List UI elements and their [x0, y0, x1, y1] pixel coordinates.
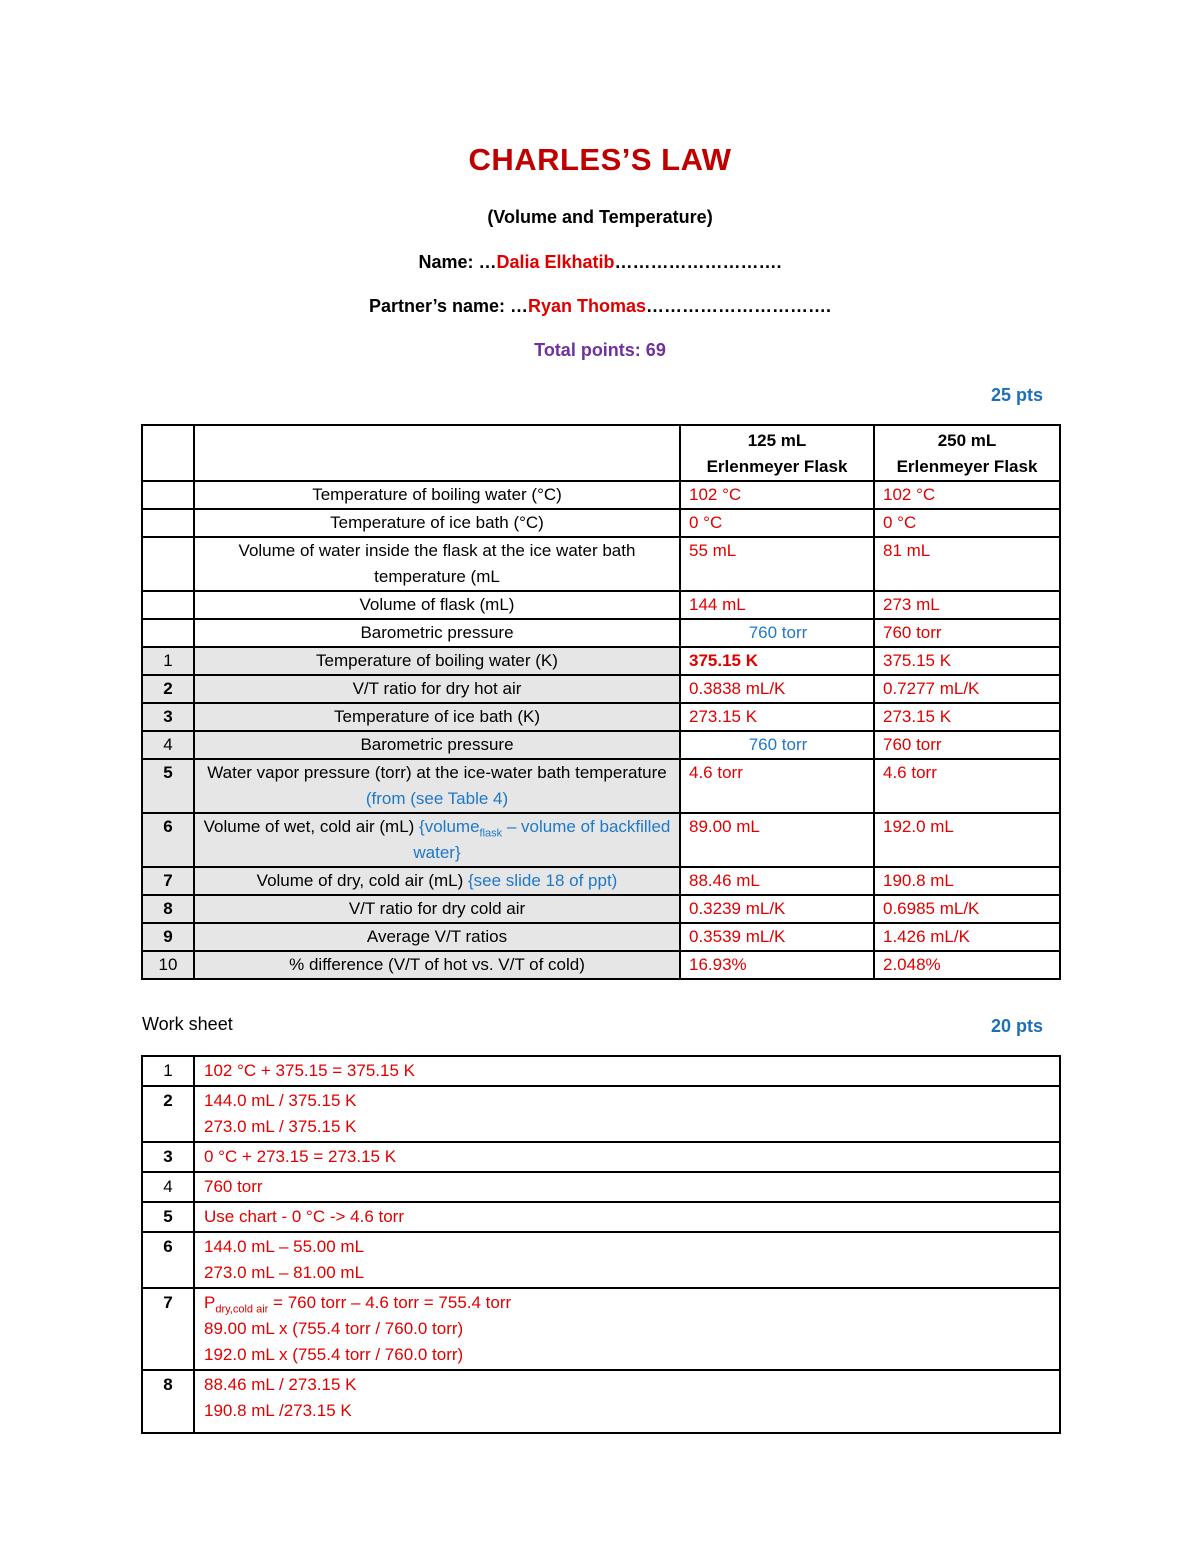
table-row: 10 % difference (V/T of hot vs. V/T of cold) 16.93% 2.048%	[142, 951, 1060, 979]
table-row: 7 $P_{dry,cold air} = 760$ torr – 4.6 torr = 755.4 torr 89.00 mL x (755.4 torr / 760.0 torr) 192.0 mL x (755.4 torr / 760.0 torr)	[142, 1288, 1060, 1370]
worksheet-label: Work sheet	[142, 1014, 233, 1034]
table-row: Temperature of ice bath (°C) 0 °C 0 °C	[142, 509, 1060, 537]
page-title: CHARLES’S LAW	[468, 142, 732, 177]
table-row: 8 88.46 mL / 273.15 K 190.8 mL /273.15 K	[142, 1370, 1060, 1433]
table-row: 1 Temperature of boiling water (K) 375.15 K 375.15 K	[142, 647, 1060, 675]
table-row: 3 Temperature of ice bath (K) 273.15 K 273.15 K	[142, 703, 1060, 731]
table-row: 7 Volume of dry, cold air (mL) {see slide 18 of ppt) 88.46 mL 190.8 mL	[142, 867, 1060, 895]
table-row: 4 Barometric pressure 760 torr 760 torr	[142, 731, 1060, 759]
student-name: Dalia Elkhatib	[496, 252, 615, 272]
table-row: 9 Average V/T ratios 0.3539 mL/K 1.426 mL/K	[142, 923, 1060, 951]
table-row: 8 V/T ratio for dry cold air 0.3239 mL/K 0.6985 mL/K	[142, 895, 1060, 923]
name-trail: ……………………….	[614, 252, 782, 272]
table-row: 3 0 °C + 273.15 = 273.15 K	[142, 1142, 1060, 1172]
table-row: 5 Water vapor pressure (torr) at the ice-water bath temperature (from (see Table 4) 4.6 torr 4.6 torr	[142, 759, 1060, 813]
table-row: 6 Volume of wet, cold air (mL) {volume$_{flask}$ – volume of backfilled water} 89.00 mL 192.0 mL	[142, 813, 1060, 867]
table-row: 1 102 °C + 375.15 = 375.15 K	[142, 1056, 1060, 1086]
header-num-cell	[142, 425, 194, 481]
header-desc-cell	[194, 425, 680, 481]
table-row: 4 760 torr	[142, 1172, 1060, 1202]
subtitle: (Volume and Temperature)	[487, 207, 713, 227]
partner-label: Partner’s name: …	[368, 296, 528, 316]
header-col-125: 125 mL Erlenmeyer Flask	[680, 425, 874, 481]
table-row: 5 Use chart - 0 °C -> 4.6 torr	[142, 1202, 1060, 1232]
table-row: Barometric pressure 760 torr 760 torr	[142, 619, 1060, 647]
table-row: 2 144.0 mL / 375.15 K 273.0 mL / 375.15 K	[142, 1086, 1060, 1142]
student-name-line	[0, 252, 1200, 273]
worksheet-table	[141, 1055, 1061, 1434]
table-row: 6 144.0 mL – 55.00 mL 273.0 mL – 81.00 mL	[142, 1232, 1060, 1288]
table-row: Volume of flask (mL) 144 mL 273 mL	[142, 591, 1060, 619]
partner-name: Ryan Thomas	[528, 296, 647, 316]
header-col-250: 250 mL Erlenmeyer Flask	[874, 425, 1060, 481]
table-row: 2 V/T ratio for dry hot air 0.3838 mL/K 0.7277 mL/K	[142, 675, 1060, 703]
table-header-row	[142, 425, 1060, 481]
worksheet-points: 20 pts	[990, 1016, 1043, 1036]
total-points: Total points: 69	[534, 340, 666, 360]
results-table	[141, 424, 1061, 980]
section1-points: 25 pts	[990, 385, 1043, 405]
table-row: Temperature of boiling water (°C) 102 °C 102 °C	[142, 481, 1060, 509]
partner-trail: ………………………….	[646, 296, 832, 316]
table-row: Volume of water inside the flask at the ice water bath temperature (mL 55 mL 81 mL	[142, 537, 1060, 591]
name-label: Name: …	[418, 252, 497, 272]
partner-name-line	[0, 296, 1200, 317]
